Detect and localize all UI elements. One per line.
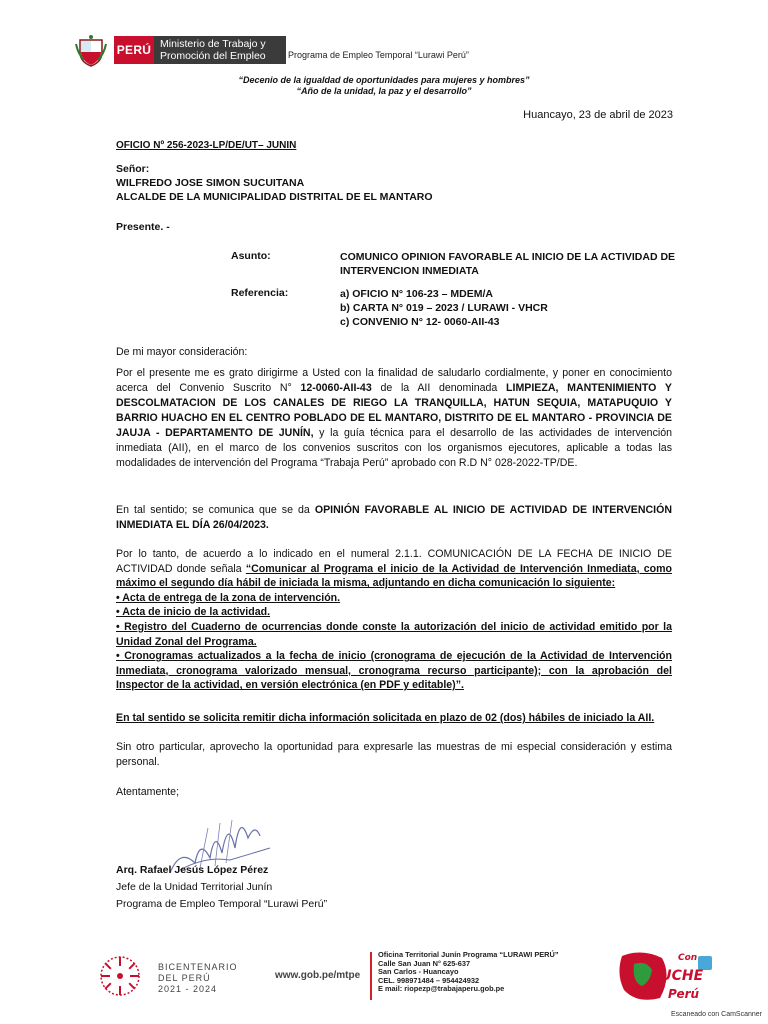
bicentenario-text [158,962,238,995]
bicentenario-logo-icon [92,953,148,999]
header-program: Programa de Empleo Temporal “Lurawi Perú” [288,50,469,60]
bicent-line: 2021 - 2024 [158,984,218,994]
bullet-item: • Cronogramas actualizados a la fecha de inicio (cronograma de ejecución de la Actividad de Intervención Inmediata, cronograma valorizado mensual, cronograma recurso participante); con la aprobación del Inspector de la actividad, en versión electrónica (en PDF y editable)”. [116,650,672,692]
signature-block [116,862,327,913]
p1-text-e: y la guía técnica para el desarrollo de las actividades de intervención inmediata (AII), en el marco de los convenios suscritos con los organismos ejecutores, aplicable a todas las modalidades de intervención del Programa “Trabaja Perú” aprobado con R.D N° 028-2022-TP/DE. [116,427,673,469]
p3-text-a: Por lo tanto, de acuerdo a lo indicado en el numeral 2.1.1. COMUNICACIÓN DE LA FECHA DE INICIO DE ACTIVIDAD donde señala [116,548,672,575]
signer-name: Arq. Rafael Jesús López Pérez [116,864,269,876]
scanner-watermark: Escaneado con CamScanner [670,1011,762,1018]
recipient-name: WILFREDO JOSE SIMON SUCUITANA [116,177,305,189]
salutation: Señor: [116,163,150,175]
bicent-line: BICENTENARIO [158,962,238,972]
referencia-item: a) OFICIO N° 106-23 – MDEM/A [340,288,493,300]
country-label: PERÚ [116,43,152,57]
greeting: De mi mayor consideración: [116,346,248,358]
p1-text-a: Por el presente me es grato dirigirme a Usted con la finalidad de saludarlo cordialmente, y poner en conocimiento acerca del Convenio Suscrito N° [116,367,672,394]
ministry-label: Ministerio de Trabajo y Promoción del Empleo [154,36,286,64]
asunto-label: Asunto: [231,250,271,262]
place-date: Huancayo, 23 de abril de 2023 [523,109,673,121]
p3-quote: “Comunicar al Programa el inicio de la Actividad de Intervención Inmediata, como máximo el segundo día hábil de iniciada la misma, adjuntando en dicha comunicación lo siguiente: [116,562,672,590]
gob-url: www.gob.pe/mtpe [275,970,361,981]
office-address [378,951,559,994]
logo-puche: PUCHE [650,968,704,984]
logo-peru: Perú [668,987,700,1001]
paragraph-2 [116,503,672,533]
closing: Atentamente; [116,786,180,798]
peru-brand-box [114,36,154,64]
footer-divider [370,952,372,1000]
referencia-item: b) CARTA N° 019 – 2023 / LURAWI - VHCR [340,302,548,314]
paragraph-4: En tal sentido se solicita remitir dicha información solicitada en plazo de 02 (dos) hábiles de iniciado la AII. [116,712,655,724]
p1-activity-name: LIMPIEZA, MANTENIMIENTO Y DESCOLMATACION DE LOS CANALES DE RIEGO LA TRANQUILLA, HATUN SEQUIA, MATAPUQUIO Y BARRIO HUACHO EN EL CENTRO POBLADO DE EL MANTARO, DISTRITO DE EL MANTARO - PROVINCIA DE JAUJA - DEPARTAMENTO DE JUNÍN, [116,382,672,439]
bullet-item: • Acta de entrega de la zona de intervención. [116,591,341,604]
presente: Presente. - [116,221,170,233]
p2-opinion: OPINIÓN FAVORABLE AL INICIO DE ACTIVIDAD DE INTERVENCIÓN INMEDIATA EL DÍA 26/04/2023. [116,504,672,531]
p2-text-a: En tal sentido; se comunica que se da [116,504,315,516]
coat-of-arms-icon [74,34,108,68]
decenio-line1: “Decenio de la igualdad de oportunidades para mujeres y hombres” [238,75,530,85]
logo-con: Con [678,953,698,963]
con-puche-peru-logo-icon [612,946,724,1006]
bullet-item: • Registro del Cuaderno de ocurrencias donde conste la autorización del inicio de actividad emitido por la Unidad Zonal del Programa. [116,620,672,648]
decenio-line2: “Año de la unidad, la paz y el desarrollo” [296,86,472,96]
office-line: Oficina Territorial Junín Programa “LURAWI PERÚ” [378,950,559,959]
paragraph-3 [116,547,672,693]
asunto-value: COMUNICO OPINION FAVORABLE AL INICIO DE LA ACTIVIDAD DE INTERVENCION INMEDIATA [340,251,676,277]
recipient-title: ALCALDE DE LA MUNICIPALIDAD DISTRITAL DE EL MANTARO [116,191,433,203]
signer-program: Programa de Empleo Temporal “Lurawi Perú” [116,898,328,910]
oficio-number: OFICIO Nº 256-2023-LP/DE/UT– JUNIN [116,140,297,151]
bullet-item: • Acta de inicio de la actividad. [116,606,271,619]
p1-convenio: 12-0060-AII-43 [300,382,372,394]
office-line: Calle San Juan N° 625-637 [378,958,471,968]
signer-role: Jefe de la Unidad Territorial Junín [116,881,273,893]
referencia-list [340,287,680,329]
office-line: San Carlos - Huancayo [378,967,459,977]
decenio-block [0,75,768,97]
bicent-line: DEL PERÚ [158,973,211,983]
office-line: E mail: riopezp@trabajaperu.gob.pe [378,984,505,994]
p1-text-c: de la AII denominada [371,382,507,394]
referencia-item: c) CONVENIO N° 12- 0060-AII-43 [340,316,500,328]
paragraph-1 [116,366,672,471]
referencia-label: Referencia: [231,287,289,299]
office-line: CEL. 998971484 – 954424932 [378,975,480,985]
paragraph-5: Sin otro particular, aprovecho la oportunidad para expresarle las muestras de mi especial consideración y estima personal. [116,741,672,768]
